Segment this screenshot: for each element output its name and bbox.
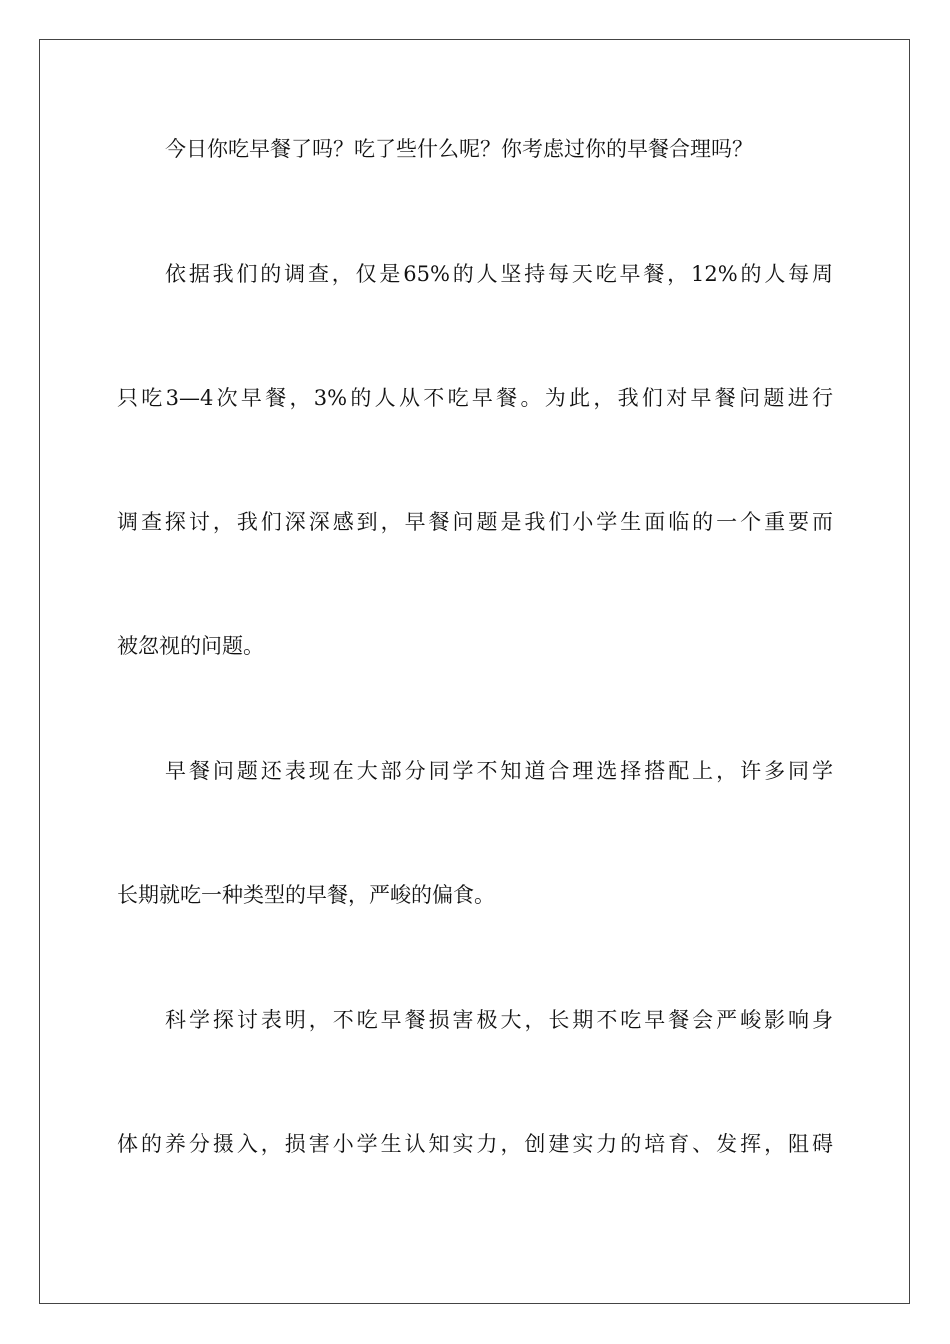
paragraph-1-line-1: 今日你吃早餐了吗？吃了些什么呢？你考虑过你的早餐合理吗？ bbox=[165, 137, 753, 161]
paragraph-4-line-1: 科学探讨表明，不吃早餐损害极大，长期不吃早餐会严峻影响身 bbox=[165, 1008, 833, 1032]
paragraph-3-line-2: 长期就吃一种类型的早餐，严峻的偏食。 bbox=[117, 883, 495, 907]
paragraph-3-line-1: 早餐问题还表现在大部分同学不知道合理选择搭配上，许多同学 bbox=[165, 759, 833, 783]
paragraph-2-line-3: 调查探讨，我们深深感到，早餐问题是我们小学生面临的一个重要而 bbox=[117, 510, 833, 534]
paragraph-2-line-2: 只吃3—4次早餐，3%的人从不吃早餐。为此，我们对早餐问题进行 bbox=[117, 386, 833, 410]
paragraph-2-line-1: 依据我们的调查，仅是65%的人坚持每天吃早餐，12%的人每周 bbox=[165, 262, 833, 286]
page-border bbox=[39, 39, 910, 1304]
paragraph-2-line-4: 被忽视的问题。 bbox=[117, 634, 264, 658]
paragraph-4-line-2: 体的养分摄入，损害小学生认知实力，创建实力的培育、发挥，阻碍 bbox=[117, 1132, 833, 1156]
